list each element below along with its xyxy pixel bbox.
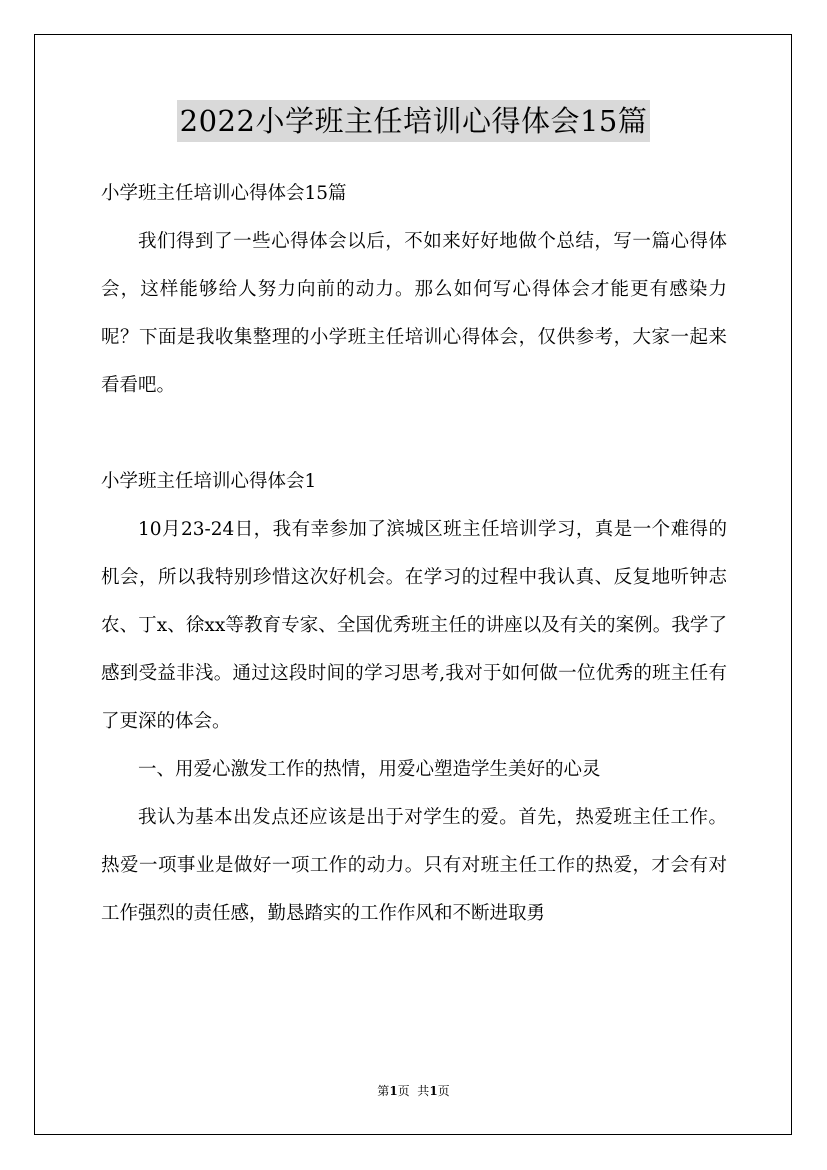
section1-paragraph-1: 10月23-24日，我有幸参加了滨城区班主任培训学习，真是一个难得的机会，所以我特别珍惜这次好机会。在学习的过程中我认真、反复地听钟志农、丁x、徐xx等教育专家、全国优秀班主任的讲座以及有关的案例。我学了感到受益非浅。通过这段时间的学习思考,我对于如何做一位优秀的班主任有了更深的体会。 [101, 519, 727, 732]
document-title: 2022小学班主任培训心得体会15篇 [177, 100, 651, 142]
document-body [101, 170, 727, 938]
paragraph-gap [101, 410, 727, 458]
section1-point-1: 一、用爱心激发工作的热情，用爱心塑造学生美好的心灵 [138, 759, 601, 780]
intro-heading: 小学班主任培训心得体会15篇 [101, 183, 347, 204]
title-container [0, 100, 827, 142]
footer-page-total: 1 [429, 1084, 438, 1098]
section1-heading: 小学班主任培训心得体会1 [101, 471, 317, 492]
section1-paragraph-2: 我认为基本出发点还应该是出于对学生的爱。首先，热爱班主任工作。热爱一项事业是做好一项工作的动力。只有对班主任工作的热爱，才会有对工作强烈的责任感，勤恳踏实的工作作风和不断进取勇 [101, 807, 727, 924]
footer-page-mid: 页 共 [397, 1084, 430, 1098]
page-footer [0, 1083, 827, 1099]
footer-page-suffix: 页 [437, 1084, 450, 1098]
footer-page-prefix: 第 [377, 1084, 390, 1098]
footer-page-current: 1 [389, 1084, 398, 1098]
intro-paragraph: 我们得到了一些心得体会以后，不如来好好地做个总结，写一篇心得体会，这样能够给人努力向前的动力。那么如何写心得体会才能更有感染力呢？下面是我收集整理的小学班主任培训心得体会，仅供参考，大家一起来看看吧。 [101, 231, 727, 396]
